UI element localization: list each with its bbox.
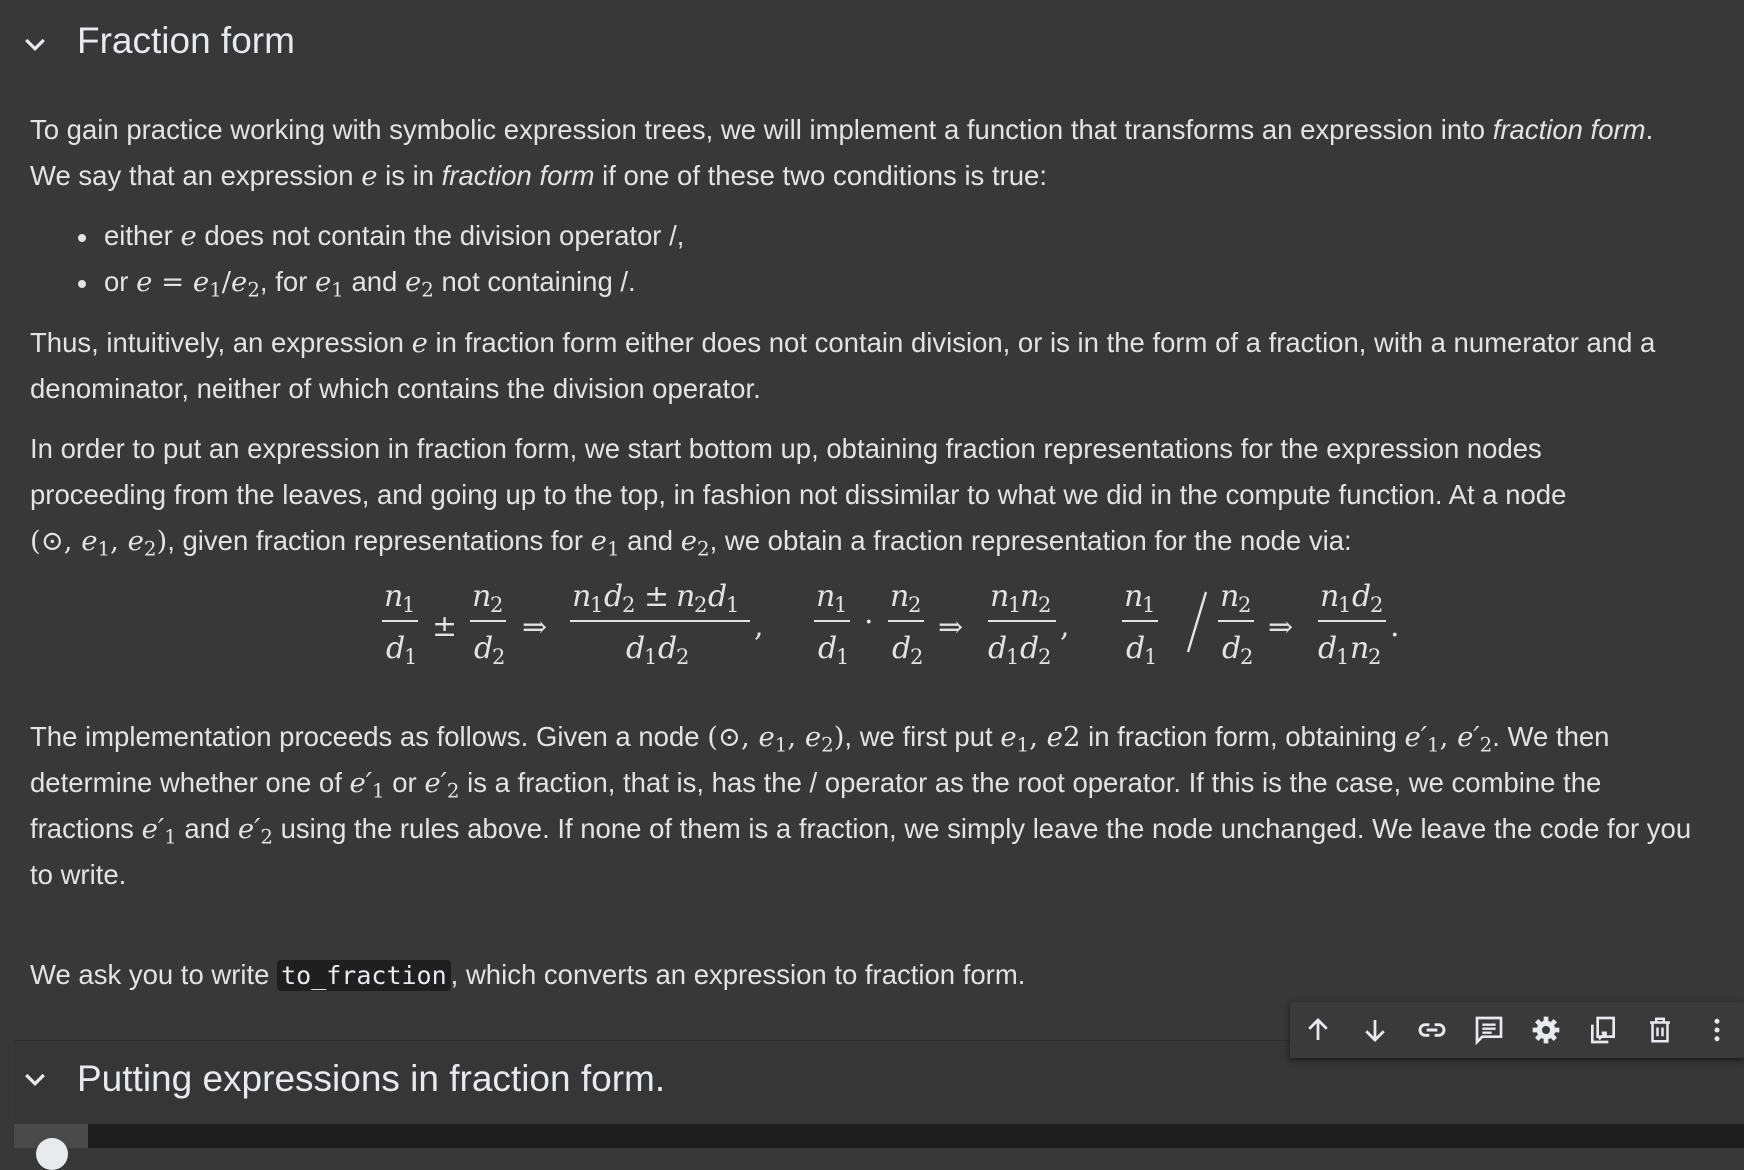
svg-text:n: n: [890, 579, 910, 614]
copy-link-button[interactable]: [1404, 1002, 1460, 1058]
svg-text:d: d: [988, 631, 1008, 666]
svg-text:2: 2: [1368, 645, 1382, 669]
svg-text:d: d: [1222, 631, 1242, 666]
svg-text:1: 1: [836, 645, 850, 669]
arrow-up-icon: [1303, 1015, 1333, 1045]
svg-text:n: n: [676, 579, 696, 614]
svg-text:2: 2: [622, 593, 636, 617]
section-collapse-toggle[interactable]: [20, 30, 50, 65]
svg-text:2: 2: [1240, 645, 1254, 669]
svg-text:⇒: ⇒: [938, 610, 964, 645]
svg-text:1: 1: [590, 593, 604, 617]
svg-text:·: ·: [864, 605, 874, 640]
svg-text:2: 2: [1038, 645, 1052, 669]
svg-text:d: d: [1352, 579, 1372, 614]
paragraph-line: The implementation proceeds as follows. Given a node (⊙, $e_1$, $e_2$), we first put $e_1$, e2 in fraction form, obtaining $e'_1$, $e'_2$. We then: [30, 721, 1610, 757]
trash-icon: [1645, 1015, 1675, 1045]
move-cell-up-button[interactable]: [1290, 1002, 1346, 1058]
paragraph-line: denominator, neither of which contains the division operator.: [30, 373, 761, 404]
mirror-cell-button[interactable]: [1575, 1002, 1631, 1058]
svg-text:2: 2: [1238, 593, 1252, 617]
svg-text:2: 2: [908, 593, 922, 617]
gear-icon: [1530, 1014, 1562, 1046]
section-title: Putting expressions in fraction form.: [77, 1058, 666, 1099]
svg-text:d: d: [708, 579, 728, 614]
inline-code: to_fraction: [277, 960, 451, 991]
svg-text:2: 2: [490, 593, 504, 617]
svg-text:2: 2: [1038, 593, 1052, 617]
more-vert-icon: [1702, 1015, 1732, 1045]
svg-text:1: 1: [1008, 593, 1022, 617]
svg-text:.: .: [1390, 609, 1400, 644]
svg-text:d: d: [474, 631, 494, 666]
svg-text:1: 1: [644, 645, 658, 669]
svg-text:1: 1: [834, 593, 848, 617]
svg-text:n: n: [1220, 579, 1240, 614]
cell-toolbar: [1290, 1002, 1744, 1058]
arrow-down-icon: [1360, 1015, 1390, 1045]
code-cell-editor[interactable]: [14, 1124, 1744, 1148]
svg-text:±: ±: [432, 609, 458, 644]
svg-text:d: d: [658, 631, 678, 666]
svg-text:2: 2: [676, 645, 690, 669]
svg-text:n: n: [472, 579, 492, 614]
paragraph-line: (⊙, $e_1$, $e_2$), given fraction representations for $e_1$ and $e_2$, we obtain a fraction representation for the node via:: [30, 525, 1352, 561]
svg-text:n: n: [816, 579, 836, 614]
paragraph-line: determine whether one of $e'_1$ or $e'_2$ is a fraction, that is, has the / operator as the root operator. If this is the case, we combine the: [30, 767, 1602, 803]
svg-text:,: ,: [754, 609, 764, 644]
add-comment-button[interactable]: [1461, 1002, 1517, 1058]
list-item: or $e = e_1/e_2$, for $e_1$ and $e_2$ not containing /.: [78, 259, 636, 314]
svg-text:n: n: [572, 579, 592, 614]
fraction-rules-formula: [370, 570, 1410, 670]
delete-cell-button[interactable]: [1632, 1002, 1688, 1058]
link-icon: [1416, 1014, 1448, 1046]
more-actions-button[interactable]: [1689, 1002, 1744, 1058]
svg-text:2: 2: [694, 593, 708, 617]
svg-text:2: 2: [910, 645, 924, 669]
mirror-cell-icon: [1587, 1014, 1619, 1046]
svg-text:1: 1: [1336, 645, 1350, 669]
bullet-icon: [78, 234, 86, 242]
svg-text:n: n: [990, 579, 1010, 614]
list-item: either e does not contain the division operator /,: [78, 213, 684, 259]
svg-text:d: d: [604, 579, 624, 614]
paragraph-line: We ask you to write to_fraction , which converts an expression to fraction form.: [30, 959, 1026, 990]
svg-text:d: d: [1318, 631, 1338, 666]
svg-text:⇒: ⇒: [522, 610, 548, 645]
svg-text:,: ,: [1060, 609, 1070, 644]
svg-text:⇒: ⇒: [1268, 610, 1294, 645]
chevron-down-icon: [20, 30, 50, 60]
svg-text:n: n: [384, 579, 404, 614]
svg-text:1: 1: [404, 645, 418, 669]
svg-text:±: ±: [644, 579, 670, 614]
paragraph-line: Thus, intuitively, an expression e in fraction form either does not contain division, or is in the form of a fraction, with a numerator and a: [30, 327, 1656, 359]
paragraph-line: To gain practice working with symbolic expression trees, we will implement a function that transforms an expression into fraction form.: [30, 114, 1654, 145]
svg-text:d: d: [818, 631, 838, 666]
paragraph-line: fractions $e'_1$ and $e'_2$ using the rules above. If none of them is a fraction, we simply leave the node unchanged. We leave the code for you: [30, 813, 1692, 849]
svg-text:n: n: [1350, 631, 1370, 666]
svg-text:1: 1: [726, 593, 740, 617]
svg-text:d: d: [892, 631, 912, 666]
svg-text:1: 1: [1338, 593, 1352, 617]
bullet-icon: [78, 280, 86, 288]
run-cell-button[interactable]: [36, 1138, 68, 1170]
svg-text:n: n: [1020, 579, 1040, 614]
svg-text:n: n: [1320, 579, 1340, 614]
paragraph-line: In order to put an expression in fraction form, we start bottom up, obtaining fraction representations for the expression nodes: [30, 433, 1542, 464]
svg-text:d: d: [1020, 631, 1040, 666]
svg-text:1: 1: [1142, 593, 1156, 617]
section-title: Fraction form: [77, 20, 295, 61]
comment-icon: [1473, 1014, 1505, 1046]
paragraph-line: proceeding from the leaves, and going up to the top, in fashion not dissimilar to what we did in the compute function. At a node: [30, 479, 1567, 510]
svg-text:d: d: [386, 631, 406, 666]
paragraph-line: We say that an expression e is in fraction form if one of these two conditions is true:: [30, 160, 1047, 192]
svg-text:d: d: [626, 631, 646, 666]
svg-text:d: d: [1126, 631, 1146, 666]
svg-text:2: 2: [1370, 593, 1384, 617]
svg-text:1: 1: [1144, 645, 1158, 669]
move-cell-down-button[interactable]: [1347, 1002, 1403, 1058]
svg-text:2: 2: [492, 645, 506, 669]
svg-text:1: 1: [402, 593, 416, 617]
section-collapse-toggle[interactable]: [20, 1065, 50, 1100]
paragraph-line: to write.: [30, 859, 127, 890]
svg-text:1: 1: [1006, 645, 1020, 669]
cell-settings-button[interactable]: [1518, 1002, 1574, 1058]
svg-text:n: n: [1124, 579, 1144, 614]
chevron-down-icon: [20, 1065, 50, 1095]
